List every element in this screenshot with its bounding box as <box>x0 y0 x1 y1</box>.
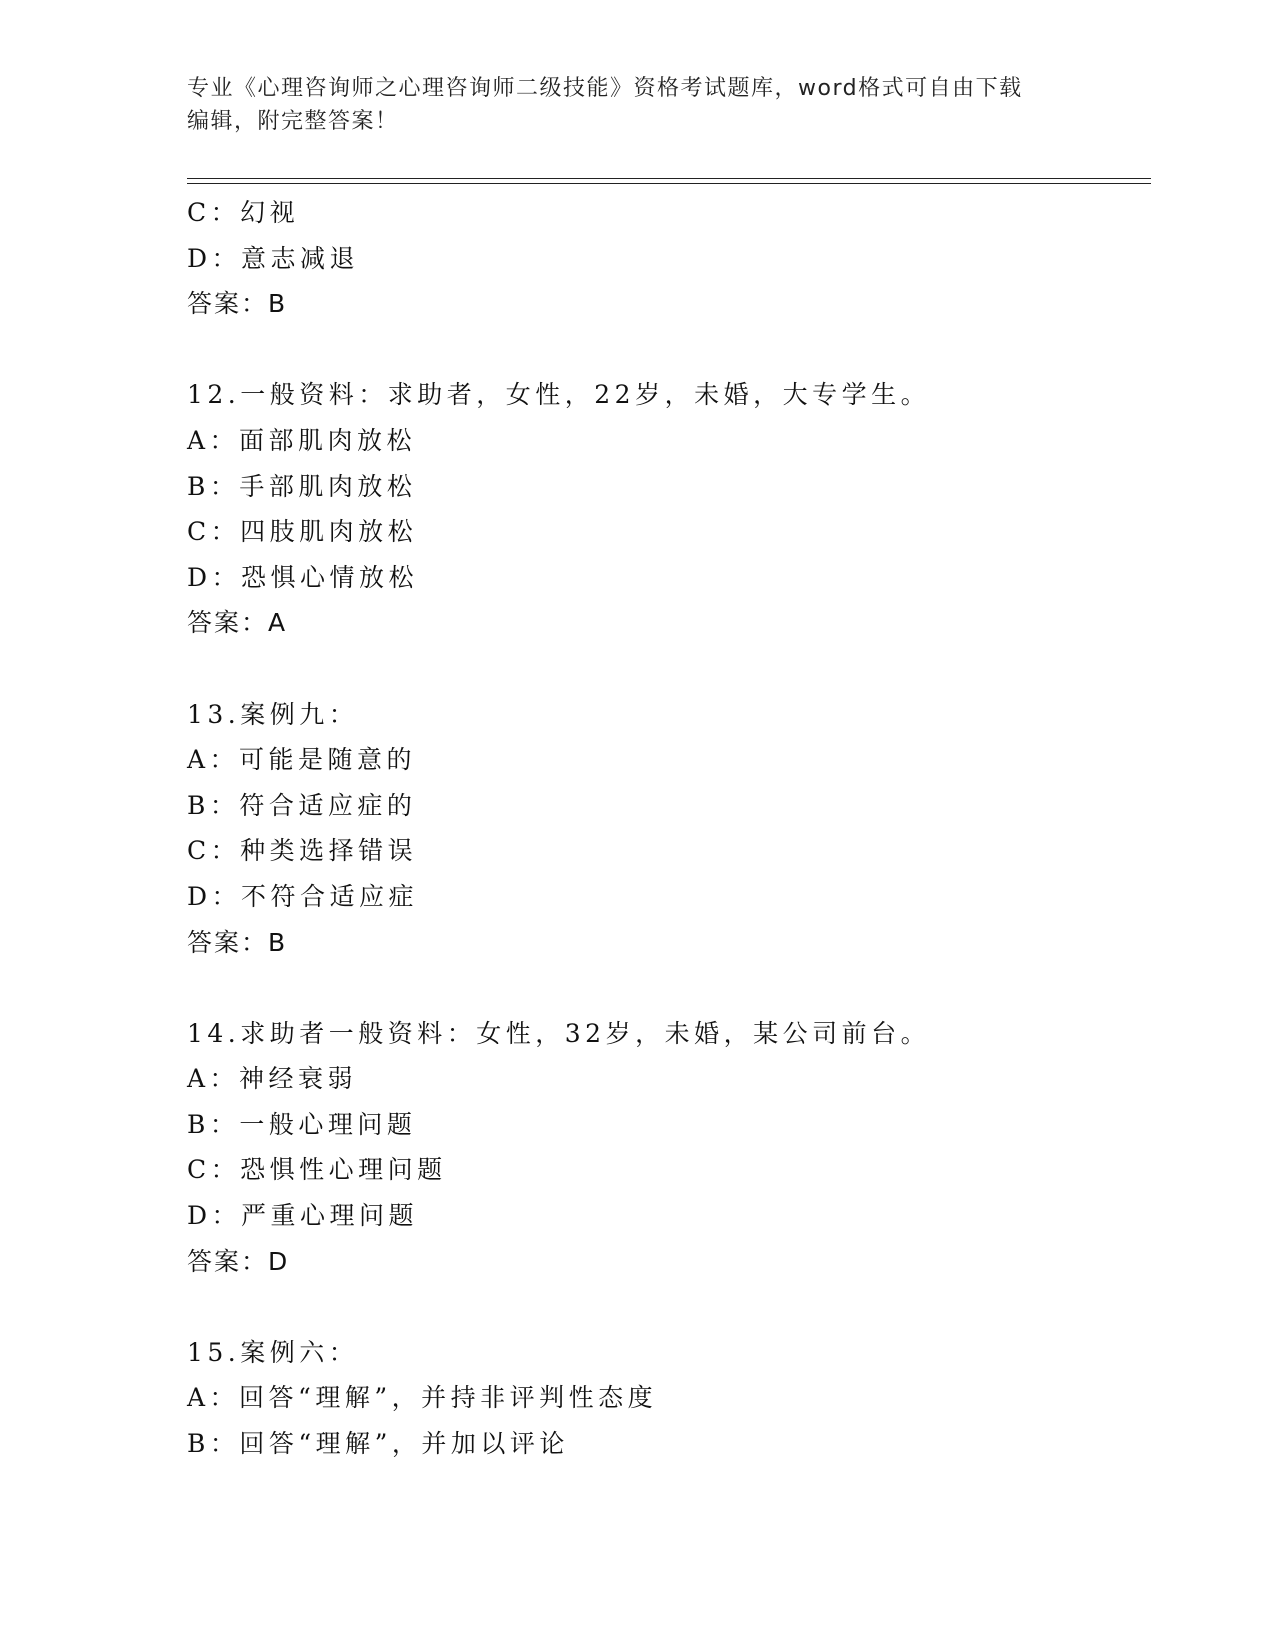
question-block-12 <box>187 372 1147 646</box>
header-divider-top <box>187 178 1151 179</box>
spacer <box>187 646 1147 692</box>
option-a: A：神经衰弱 <box>187 1064 358 1094</box>
question-list <box>187 190 1147 1467</box>
option-c: C：恐惧性心理问题 <box>187 1155 447 1185</box>
question-stem: 14.求助者一般资料：女性，32岁，未婚，某公司前台。 <box>187 1018 931 1048</box>
option-c: C：种类选择错误 <box>187 836 418 866</box>
option-a: A：可能是随意的 <box>187 745 417 775</box>
spacer <box>187 965 1147 1011</box>
option-a: A：回答“理解”，并持非评判性态度 <box>187 1383 658 1413</box>
option-b: B：手部肌肉放松 <box>187 471 417 501</box>
answer-line: 答案：D <box>187 1246 290 1276</box>
option-b: B：符合适应症的 <box>187 790 417 820</box>
document-header <box>187 72 1087 138</box>
question-stem: 12.一般资料：求助者，女性，22岁，未婚，大专学生。 <box>187 380 931 410</box>
option-d: D：严重心理问题 <box>187 1201 419 1231</box>
option-b: B：一般心理问题 <box>187 1109 417 1139</box>
option-c: C：四肢肌肉放松 <box>187 517 418 547</box>
question-block-13 <box>187 692 1147 966</box>
question-block-14 <box>187 1011 1147 1285</box>
option-d: D：恐惧心情放松 <box>187 562 419 592</box>
spacer <box>187 1284 1147 1330</box>
question-block-11 <box>187 190 1147 327</box>
header-line-1: 专业《心理咨询师之心理咨询师二级技能》资格考试题库，word格式可自由下载 <box>187 76 1023 101</box>
answer-line: 答案：B <box>187 927 288 957</box>
answer-line: 答案：A <box>187 608 288 638</box>
option-d: D：意志减退 <box>187 243 360 273</box>
answer-line: 答案：B <box>187 289 288 319</box>
option-b: B：回答“理解”，并加以评论 <box>187 1429 569 1459</box>
spacer <box>187 327 1147 373</box>
option-a: A：面部肌肉放松 <box>187 425 417 455</box>
header-divider-bottom <box>187 183 1151 184</box>
option-d: D：不符合适应症 <box>187 881 419 911</box>
option-c: C：幻视 <box>187 198 300 227</box>
header-line-2: 编辑，附完整答案！ <box>187 109 399 134</box>
question-stem: 15.案例六： <box>187 1337 359 1367</box>
question-stem: 13.案例九： <box>187 699 359 729</box>
question-block-15 <box>187 1330 1147 1467</box>
